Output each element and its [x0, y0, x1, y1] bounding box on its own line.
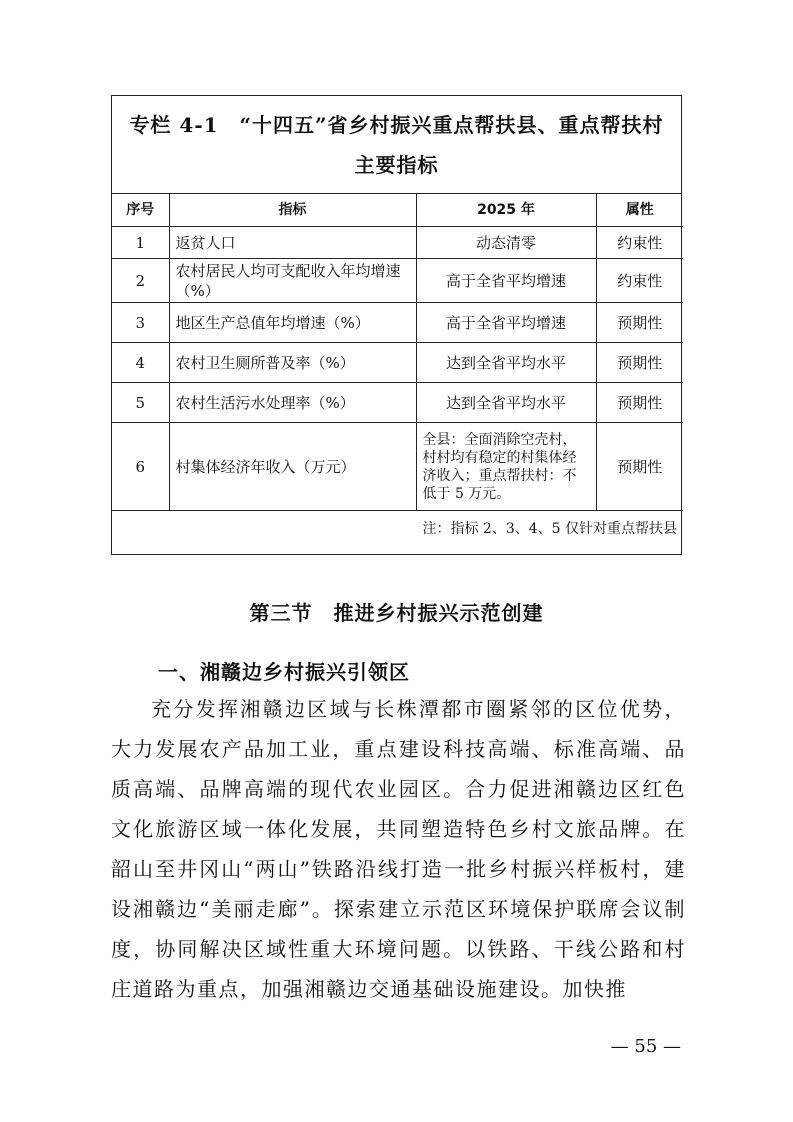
table-row — [112, 423, 683, 511]
row-indicator: 返贫人口 — [169, 227, 416, 259]
row-target: 达到全省平均水平 — [416, 383, 596, 423]
box-title-line2: 主要指标 — [354, 152, 439, 177]
row-target: 动态清零 — [416, 227, 596, 259]
table-row — [112, 259, 683, 303]
row-no: 3 — [112, 303, 169, 343]
row-no: 1 — [112, 227, 169, 259]
table-row — [112, 227, 683, 259]
row-indicator: 农村卫生厕所普及率（%） — [169, 343, 416, 383]
row-indicator: 地区生产总值年均增速（%） — [169, 303, 416, 343]
table-header-row — [112, 194, 683, 227]
row-attr: 预期性 — [596, 343, 683, 383]
row-no: 2 — [112, 259, 169, 303]
section-title: 第三节 推进乡村振兴示范创建 — [249, 601, 544, 625]
row-target: 达到全省平均水平 — [416, 343, 596, 383]
box-title — [112, 96, 681, 194]
row-indicator: 农村生活污水处理率（%） — [169, 383, 416, 423]
body-paragraph: 充分发挥湘赣边区域与长株潭都市圈紧邻的区位优势，大力发展农产品加工业，重点建设科技高端、标准高端、品质高端、品牌高端的现代农业园区。合力促进湘赣边区红色文化旅游区域一体化发展，共同塑造特色乡村文旅品牌。在韶山至井冈山“两山”铁路沿线打造一批乡村振兴样板村，建设湘赣边“美丽走廊”。探索建立示范区环境保护联席会议制度，协同解决区域性重大环境问题。以铁路、干线公路和村庄道路为重点，加强湘赣边交通基础设施建设。加快推 — [111, 697, 686, 1001]
row-target: 高于全省平均增速 — [416, 303, 596, 343]
row-no: 5 — [112, 383, 169, 423]
table-row — [112, 303, 683, 343]
table-row — [112, 383, 683, 423]
header-no: 序号 — [112, 194, 169, 227]
header-target: 2025 年 — [416, 194, 596, 227]
row-attr: 约束性 — [596, 227, 683, 259]
table-row — [112, 343, 683, 383]
row-target: 高于全省平均增速 — [416, 259, 596, 303]
header-indicator: 指标 — [169, 194, 416, 227]
row-attr: 预期性 — [596, 423, 683, 511]
row-no: 4 — [112, 343, 169, 383]
row-indicator: 农村居民人均可支配收入年均增速（%） — [169, 259, 416, 303]
indicator-table — [112, 194, 683, 547]
row-attr: 预期性 — [596, 303, 683, 343]
indicator-box — [111, 95, 682, 555]
row-attr: 预期性 — [596, 383, 683, 423]
page-number: — 55 — — [610, 1036, 681, 1057]
row-no: 6 — [112, 423, 169, 511]
row-target: 全县：全面消除空壳村，村村均有稳定的村集体经济收入；重点帮扶村：不低于 5 万元。 — [416, 423, 596, 511]
sub-title: 一、湘赣边乡村振兴引领区 — [158, 660, 410, 684]
box-title-line1: 专栏 4-1 “十四五”省乡村振兴重点帮扶县、重点帮扶村 — [129, 112, 664, 137]
table-note: 注：指标 2、3、4、5 仅针对重点帮扶县 — [112, 511, 683, 548]
row-attr: 约束性 — [596, 259, 683, 303]
header-attr: 属性 — [596, 194, 683, 227]
table-note-row — [112, 511, 683, 548]
row-indicator: 村集体经济年收入（万元） — [169, 423, 416, 511]
